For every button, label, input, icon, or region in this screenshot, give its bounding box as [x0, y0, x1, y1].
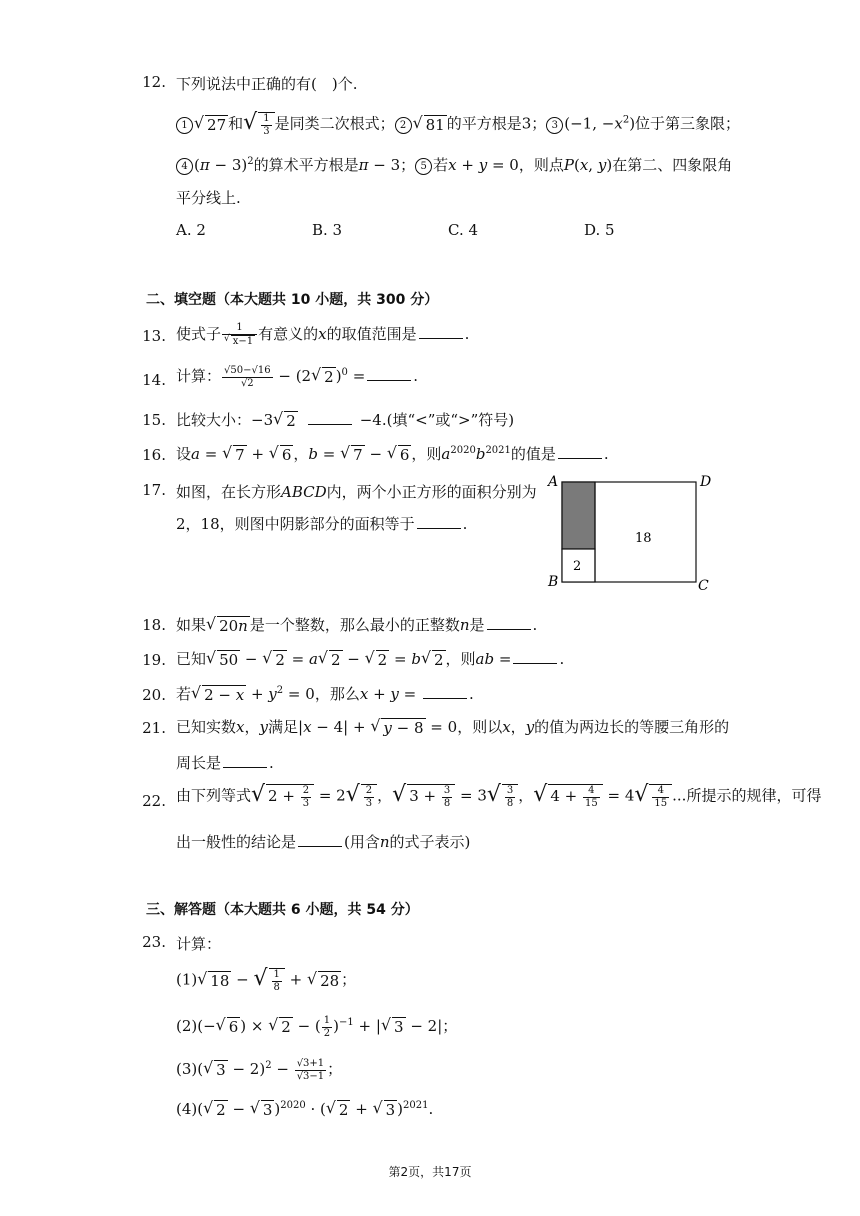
small-square-area: 2: [573, 559, 582, 574]
question-17-line-2: 2，18，则图中阴影部分的面积等于 .: [176, 515, 468, 533]
question-19: 已知 √ 50 − √ 2 = a √ 2 − √ 2 = b √ 2 ，则ab = .: [176, 648, 565, 670]
question-stem: 下列说法中正确的有( )个.: [176, 75, 358, 93]
section-heading-solutions: 三、解答题（本大题共 6 小题，共 54 分）: [146, 902, 419, 918]
statement-line-2: 4 $(\pi - 3)^2$的算术平方根是π − 3； 5 若x + y = 0，则点P(x, y)在第二、四象限角: [176, 154, 732, 175]
question-14: 计算： $\frac{√50-√16}{√2}$ − (2 √ 2 )$^0$ = .: [176, 365, 419, 389]
label-c: C: [698, 578, 709, 594]
option-a: A. 2: [176, 221, 206, 239]
question-17-line-1: 如图，在长方形ABCD内，两个小正方形的面积分别为: [176, 483, 537, 501]
question-number: 12.: [142, 73, 166, 91]
question-21-line-1: 已知实数x，y满足|x − 4| + √ y − 8 = 0，则以x，y的值为两边长的等腰三角形的: [176, 716, 730, 738]
label-b: B: [548, 574, 559, 590]
question-number: 15.: [142, 411, 166, 429]
shaded-region: [562, 482, 595, 549]
sub-question-2: (2)(− √ 6 ) × √ 2 − ( $\frac{1}{2}$ )$^{-1}$ + | √ 3 − 2|；: [176, 1015, 458, 1039]
option-b: B. 3: [312, 221, 343, 239]
question-21-line-2: 周长是 .: [176, 754, 274, 772]
statement-line-3: 平分线上.: [176, 189, 241, 207]
question-number: 16.: [142, 446, 166, 464]
question-number: 14.: [142, 371, 166, 389]
question-20: 若 √ 2 − x + $y^2 = 0$，那么x + y = .: [176, 683, 474, 705]
question-18: 如果 √ 20n 是一个整数，那么最小的正整数n是 .: [176, 614, 538, 636]
question-number: 21.: [142, 719, 166, 737]
rectangle-figure: [540, 470, 720, 595]
question-15: 比较大小：−3 √ 2 −4.(填“<”或“>”符号): [176, 409, 515, 431]
question-number: 23.: [142, 933, 166, 951]
label-d: D: [700, 474, 712, 490]
question-22-line-1: 由下列等式 √ 2 + $\frac{2}{3}$ = 2 √ $\frac{2}{3}$ ， √ 3 + $\frac{3}{8}$ = 3 √ $\frac{3}{8}$ ， √ 4 + $\frac{4}{15}$ = 4 √ $\frac{4}{15}$ ...所提示的规律，可得: [176, 782, 822, 809]
section-heading-fill-in: 二、填空题（本大题共 10 小题，共 300 分）: [146, 292, 439, 308]
question-number: 20.: [142, 686, 166, 704]
statement-line-1: 1 √ 27 和 √ $\frac{1}{3}$ 是同类二次根式； 2 √ 81 的平方根是3； 3 (−1, $-x^2$)位于第三象限；: [176, 112, 740, 137]
option-c: C. 4: [448, 221, 479, 239]
question-number: 19.: [142, 651, 166, 669]
question-number: 13.: [142, 327, 166, 345]
sub-question-4: (4)( √ 2 − √ 3 )$^{2020}$ · ( √ 2 + √ 3 )$^{2021}$.: [176, 1098, 434, 1120]
label-a: A: [548, 474, 559, 490]
sub-question-1: (1) √ 18 − √ $\frac{1}{8}$ + √ 28 ；: [176, 966, 357, 993]
question-23-stem: 计算：: [176, 935, 222, 953]
question-22-line-2: 出一般性的结论是 (用含n的式子表示): [176, 833, 471, 851]
option-d: D. 5: [584, 221, 615, 239]
big-square-area: 18: [635, 531, 652, 546]
question-16: 设a = √ 7 + √ 6 ，b = √ 7 − √ 6 ，则$a^{2020}b^{2021}$的值是 .: [176, 443, 609, 465]
question-number: 18.: [142, 616, 166, 634]
question-number: 17.: [142, 481, 166, 499]
sub-question-3: (3)( √ 3 − 2)$^2$ − $\frac{√3+1}{√3-1}$ ；: [176, 1058, 343, 1082]
question-number: 22.: [142, 792, 166, 810]
question-13: 使式子 1 √ x−1 有意义的x的取值范围是 .: [176, 322, 470, 347]
page-footer: 第2页，共17页: [388, 1165, 472, 1179]
